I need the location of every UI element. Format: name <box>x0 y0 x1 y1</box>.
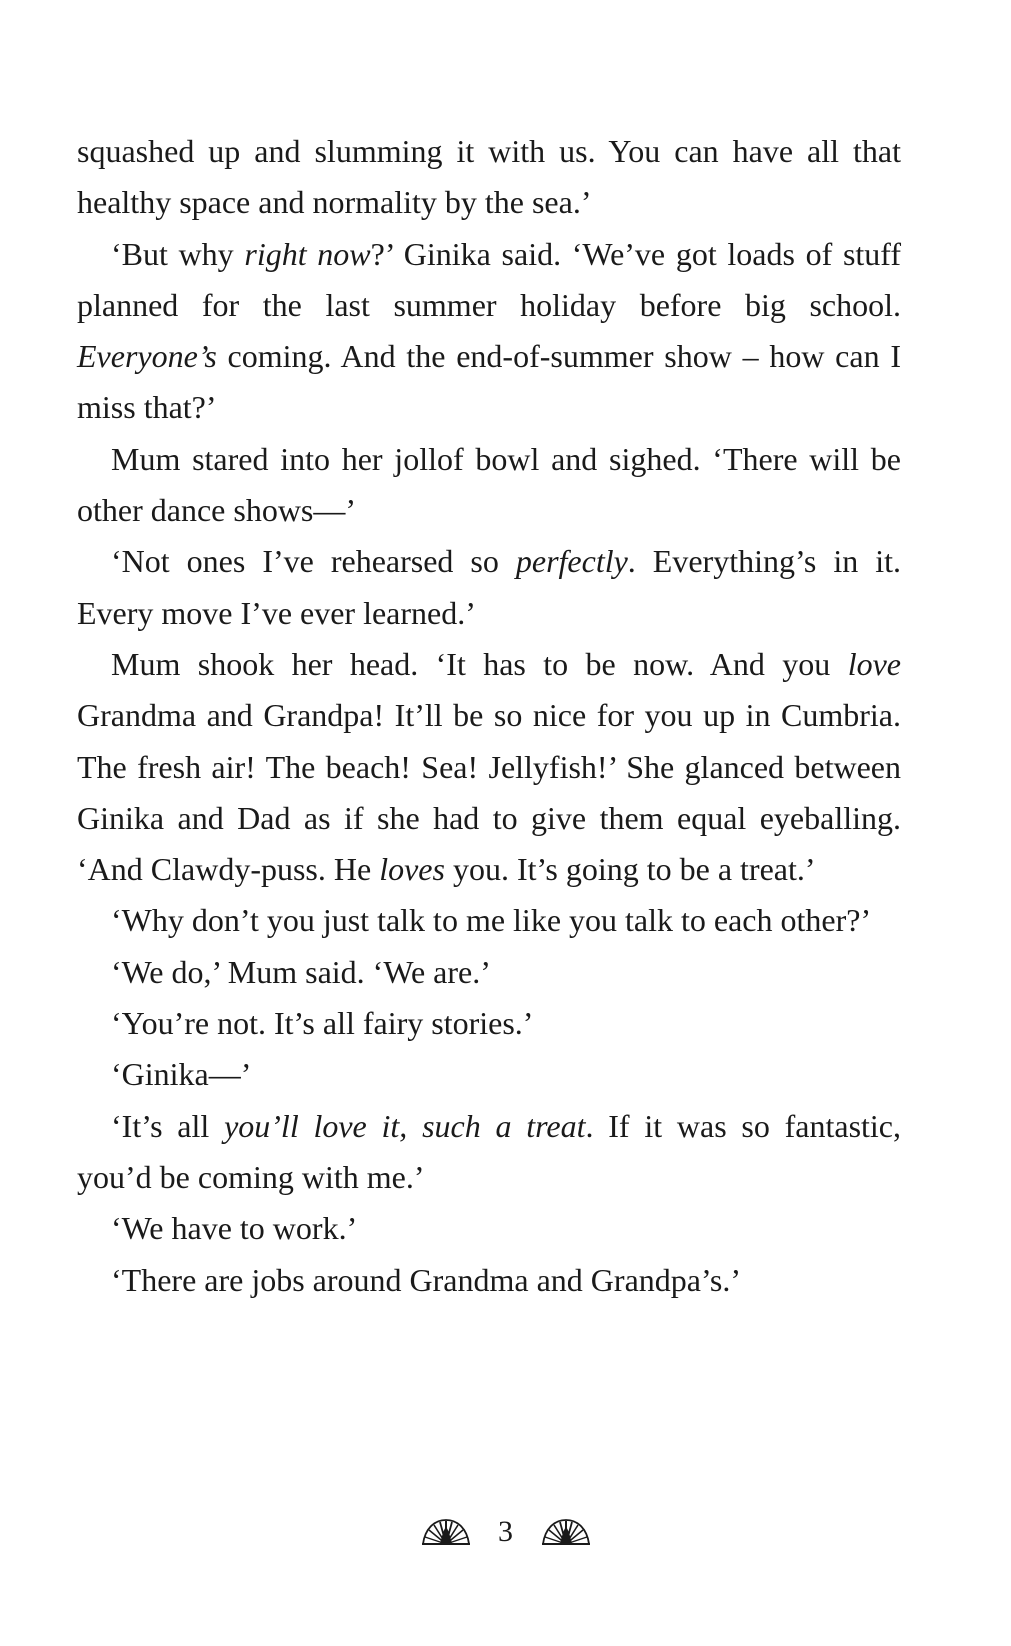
text-run: Mum shook her head. ‘It has to be now. And you <box>111 645 848 682</box>
paragraph <box>77 998 901 1049</box>
paragraph <box>77 1049 901 1100</box>
text-run: Mum stared into her jollof bowl and sighed. ‘There will be other dance shows—’ <box>77 440 901 529</box>
italic-text: right now <box>244 235 371 272</box>
paragraph <box>77 126 901 229</box>
italic-text: love <box>847 645 901 682</box>
paragraph <box>77 229 901 434</box>
paragraph <box>77 1203 901 1254</box>
paragraph <box>77 536 901 639</box>
paragraph <box>77 639 901 895</box>
paragraph <box>77 947 901 998</box>
text-run: coming. And the end-of-summer show – how can I miss that?’ <box>77 338 901 426</box>
text-run: you. It’s going to be a treat.’ <box>444 851 816 888</box>
text-run: ‘Ginika—’ <box>111 1056 252 1093</box>
paragraph <box>77 434 901 537</box>
text-run: . If it was so fantastic, you’d be coming with me.’ <box>77 1107 902 1195</box>
text-run: ‘But why <box>111 235 245 272</box>
text-run: . Everything’s in it. Every move I’ve ever learned.’ <box>77 543 901 631</box>
text-run: squashed up and slumming it with us. You can have all that healthy space and normality by the sea.’ <box>77 133 901 221</box>
italic-text: Everyone’s <box>77 338 217 375</box>
body-text <box>77 126 901 1306</box>
page-footer <box>0 1502 1011 1562</box>
seashell-icon <box>540 1517 592 1547</box>
text-run: ‘We have to work.’ <box>111 1210 358 1247</box>
text-run: ‘There are jobs around Grandma and Grandpa’s.’ <box>111 1261 741 1298</box>
paragraph <box>77 1101 901 1204</box>
page-number: 3 <box>498 1515 513 1548</box>
text-run: ‘Why don’t you just talk to me like you talk to each other?’ <box>111 902 872 939</box>
text-run: ‘It’s all <box>111 1107 225 1144</box>
paragraph <box>77 895 901 946</box>
italic-text: loves <box>379 851 445 888</box>
italic-text: perfectly <box>515 543 628 580</box>
paragraph <box>77 1255 901 1306</box>
text-run: ‘You’re not. It’s all fairy stories.’ <box>111 1005 534 1042</box>
text-run: Grandma and Grandpa! It’ll be so nice for you up in Cumbria. The fresh air! The beach! Sea! Jellyfish!’ She glanced between Ginika and Dad as if she had to give them equal eyeballing. ‘And Clawdy-puss. He <box>77 697 901 888</box>
text-run: ?’ Ginika said. ‘We’ve got loads of stuff planned for the last summer holiday before big school. <box>77 235 902 323</box>
text-run: ‘We do,’ Mum said. ‘We are.’ <box>111 953 491 990</box>
seashell-icon <box>420 1517 472 1547</box>
text-run: ‘Not ones I’ve rehearsed so <box>111 543 516 580</box>
italic-text: you’ll love it, such a treat <box>224 1107 586 1144</box>
